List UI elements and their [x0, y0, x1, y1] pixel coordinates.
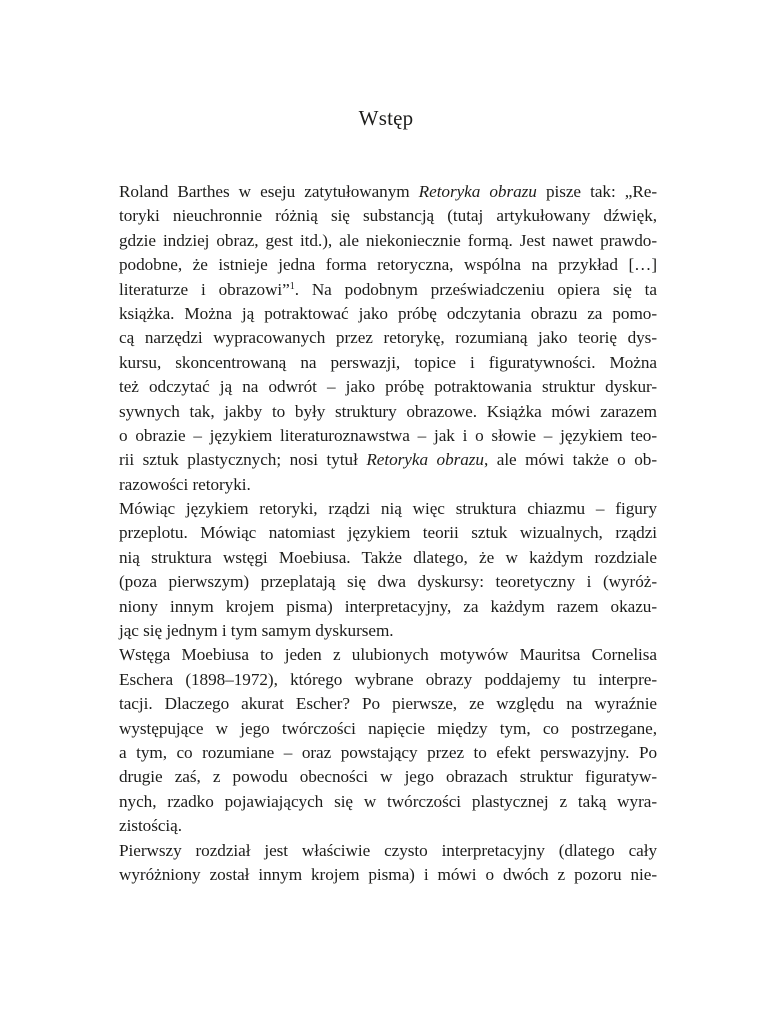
italic-title: Retoryka obrazu: [366, 450, 484, 470]
text-run: drugie zaś, z powodu obecności w jego obrazach struktur figuratyw-: [119, 767, 657, 787]
text-run: tacji. Dlaczego akurat Escher? Po pierwsze, ze względu na wyraźnie: [119, 694, 657, 714]
text-run: (poza pierwszym) przeplatają się dwa dyskursy: teoretyczny i (wyróż-: [119, 572, 657, 592]
text-line: [119, 692, 657, 716]
text-line: [119, 863, 657, 887]
text-line: [119, 229, 657, 253]
text-line: [119, 814, 657, 838]
paragraph: [119, 643, 657, 838]
chapter-title: Wstęp: [358, 106, 414, 130]
text-line: [119, 790, 657, 814]
text-run: Pierwszy rozdział jest właściwie czysto interpretacyjny (dlatego cały: [119, 840, 657, 860]
text-line: [119, 473, 657, 497]
text-run: o obrazie – językiem literaturoznawstwa – jak i o słowie – językiem teo-: [119, 425, 657, 445]
text-run: przeplotu. Mówiąc natomiast językiem teorii sztuk wizualnych, rządzi: [119, 523, 657, 543]
text-line: [119, 204, 657, 228]
text-run: pisze tak: „Re-: [536, 182, 657, 201]
text-run: cą narzędzi wypracowanych przez retorykę, rozumianą jako teorię dys-: [119, 328, 657, 348]
text-run: podobne, że istnieje jedna forma retoryczna, wspólna na przykład […]: [119, 255, 657, 275]
text-line: [119, 351, 657, 375]
text-run: wyróżniony został innym krojem pisma) i mówi o dwóch z pozoru nie-: [119, 864, 657, 884]
text-line: [119, 497, 657, 521]
text-run: nią struktura wstęgi Moebiusa. Także dlatego, że w każdym rozdziale: [119, 547, 657, 567]
text-run: a tym, co rozumiane – oraz powstający przez to efekt perswazyjny. Po: [119, 742, 657, 762]
text-run: rii sztuk plastycznych; nosi tytuł: [119, 450, 367, 470]
text-line: [119, 839, 657, 863]
text-run: zistością.: [119, 816, 182, 836]
text-line: [119, 595, 657, 619]
text-line: [119, 302, 657, 326]
text-run: razowości retoryki.: [119, 474, 251, 494]
paragraph: [119, 839, 657, 888]
text-line: [119, 619, 657, 643]
italic-title: Retoryka obrazu: [418, 182, 537, 201]
text-run: Roland Barthes w eseju zatytułowanym: [119, 182, 419, 201]
text-run: też odczytać ją na odwrót – jako próbę potraktowania struktur dyskur-: [119, 377, 657, 397]
text-run: występujące w jego twórczości napięcie między tym, co postrzegane,: [119, 718, 657, 738]
text-run: , ale mówi także o ob-: [483, 450, 658, 470]
text-line: [119, 448, 657, 472]
text-run: sywnych tak, jakby to były struktury obrazowe. Książka mówi zarazem: [119, 401, 657, 421]
text-line: [119, 253, 657, 277]
text-line: [119, 278, 657, 302]
text-run: nych, rzadko pojawiających się w twórczości plastycznej z taką wyra-: [119, 791, 657, 811]
text-line: [119, 400, 657, 424]
text-line: [119, 570, 657, 594]
text-line: [119, 765, 657, 789]
text-line: [119, 546, 657, 570]
body-text: [119, 180, 657, 887]
text-run: jąc się jednym i tym samym dyskursem.: [119, 621, 394, 641]
text-line: [119, 424, 657, 448]
text-run: Wstęga Moebiusa to jeden z ulubionych motywów Mauritsa Cornelisa: [119, 645, 657, 665]
text-line: [119, 375, 657, 399]
paragraph: [119, 180, 657, 497]
text-run: niony innym krojem pisma) interpretacyjny, za każdym razem okazu-: [119, 596, 657, 616]
text-line: [119, 326, 657, 350]
text-line: [119, 643, 657, 667]
text-run: kursu, skoncentrowaną na perswazji, topice i figuratywności. Można: [119, 352, 657, 372]
text-run: Mówiąc językiem retoryki, rządzi nią więc struktura chiazmu – figury: [119, 499, 657, 519]
text-run: toryki nieuchronnie różnią się substancją (tutaj artykułowany dźwięk,: [119, 206, 657, 226]
text-run: książka. Można ją potraktować jako próbę odczytania obrazu za pomo-: [119, 303, 657, 323]
text-run: Eschera (1898–1972), którego wybrane obrazy poddajemy tu interpre-: [119, 669, 657, 689]
text-line: [119, 741, 657, 765]
text-line: [119, 668, 657, 692]
text-line: [119, 717, 657, 741]
text-run: gdzie indziej obraz, gest itd.), ale niekoniecznie formą. Jest nawet prawdo-: [119, 230, 657, 250]
text-run: . Na podobnym przeświadczeniu opiera się ta: [294, 279, 657, 299]
text-line: [119, 521, 657, 545]
paragraph: [119, 497, 657, 643]
footnote-marker: 1: [289, 280, 295, 292]
text-line: [119, 180, 657, 204]
text-run: literaturze i obrazowi”: [119, 279, 290, 299]
